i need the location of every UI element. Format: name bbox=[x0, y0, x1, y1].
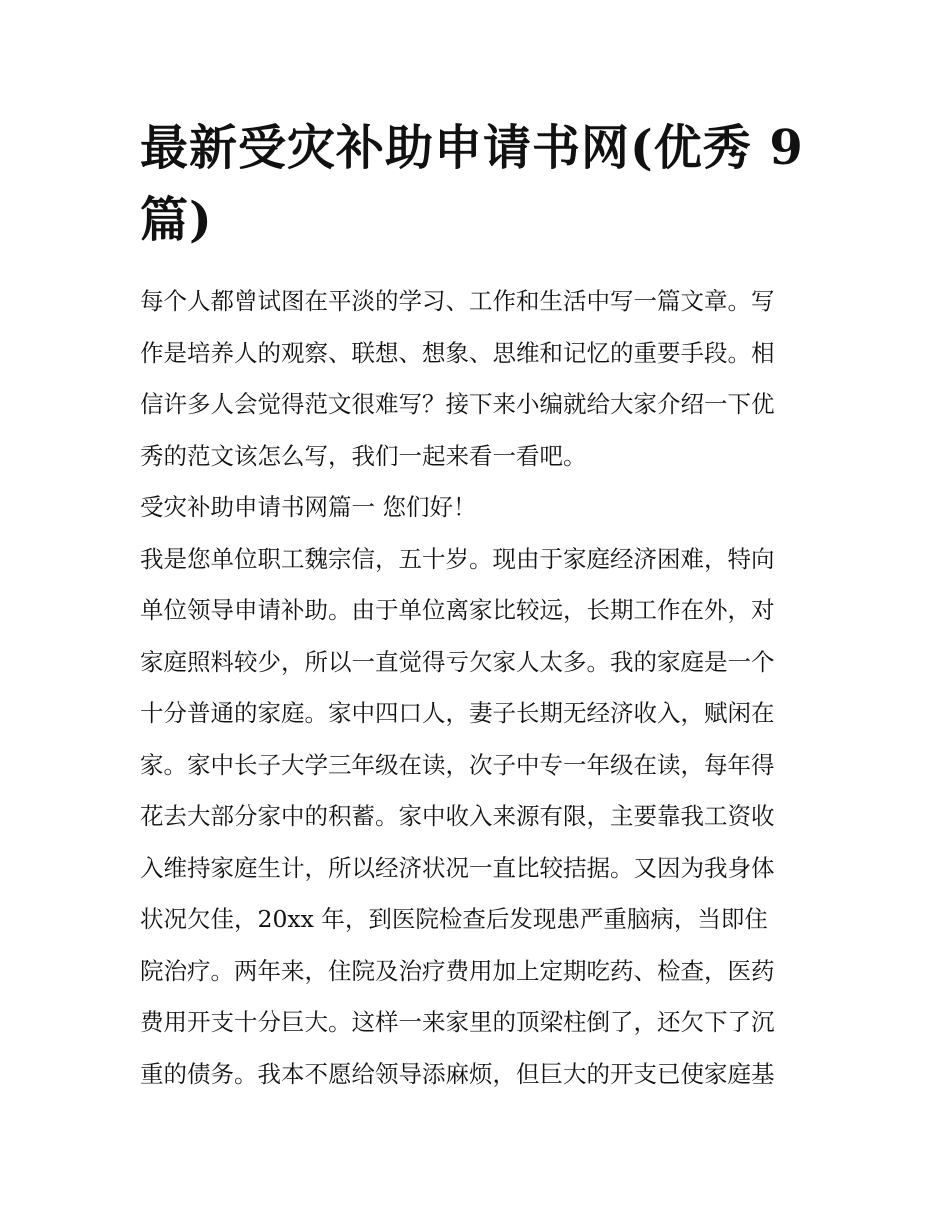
document-title bbox=[140, 112, 820, 256]
body-line: 单位领导申请补助。由于单位离家比较远，长期工作在外，对 bbox=[140, 596, 775, 624]
body-line: 每个人都曾试图在平淡的学习、工作和生活中写一篇文章。写 bbox=[140, 287, 775, 315]
title-line: 最新受灾补助申请书网(优秀 9 bbox=[140, 120, 804, 176]
body-line: 家庭照料较少，所以一直觉得亏欠家人太多。我的家庭是一个 bbox=[140, 647, 775, 676]
body-line: 状况欠佳，20xx 年，到医院检查后发现患严重脑病，当即住 bbox=[140, 905, 768, 933]
body-line: 花去大部分家中的积蓄。家中收入来源有限，主要靠我工资收 bbox=[140, 802, 775, 830]
body-line: 秀的范文该怎么写，我们一起来看一看吧。 bbox=[140, 441, 587, 470]
body-line: 作是培养人的观察、联想、想象、思维和记忆的重要手段。相 bbox=[140, 338, 775, 367]
body-line: 院治疗。两年来，住院及治疗费用加上定期吃药、检查，医药 bbox=[140, 956, 775, 985]
body-line: 信许多人会觉得范文很难写？接下来小编就给大家介绍一下优 bbox=[140, 390, 775, 418]
section-heading-line: 受灾补助申请书网篇一 您们好！ bbox=[140, 493, 477, 521]
document-body bbox=[140, 276, 820, 1100]
body-line: 十分普通的家庭。家中四口人，妻子长期无经济收入，赋闲在 bbox=[140, 699, 775, 727]
body-line: 费用开支十分巨大。这样一来家里的顶梁柱倒了，还欠下了沉 bbox=[140, 1008, 775, 1036]
title-line: 篇) bbox=[140, 192, 213, 248]
body-line: 入维持家庭生计，所以经济状况一直比较拮据。又因为我身体 bbox=[140, 853, 775, 882]
body-line: 家。家中长子大学三年级在读，次子中专一年级在读，每年得 bbox=[140, 750, 775, 779]
body-line: 我是您单位职工魏宗信，五十岁。现由于家庭经济困难，特向 bbox=[140, 544, 775, 573]
body-line: 重的债务。我本不愿给领导添麻烦，但巨大的开支已使家庭基 bbox=[140, 1059, 775, 1088]
